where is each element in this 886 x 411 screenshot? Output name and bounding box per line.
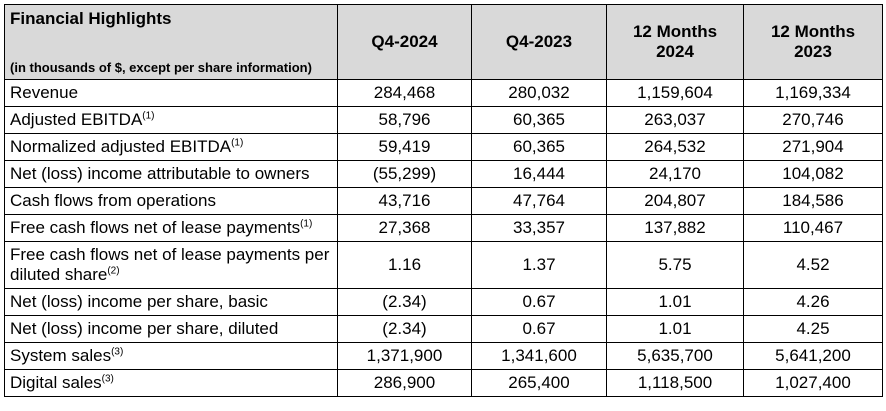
financial-highlights-table: [4, 4, 883, 397]
row-label: Net (loss) income attributable to owners: [10, 164, 310, 183]
value-cell: 47,764: [472, 188, 607, 215]
row-label: System sales: [10, 346, 112, 365]
value-cell: 1,118,500: [607, 370, 744, 397]
table-row: [5, 107, 883, 134]
table-row: [5, 134, 883, 161]
column-header-12m-2023: 12 Months 2023: [744, 5, 883, 80]
value-cell: 137,882: [607, 215, 744, 242]
value-cell: 1.01: [607, 316, 744, 343]
value-cell: 1,159,604: [607, 80, 744, 107]
row-label-cell: [5, 289, 338, 316]
value-cell: 24,170: [607, 161, 744, 188]
column-header-q4-2023: Q4-2023: [472, 5, 607, 80]
row-label-cell: [5, 343, 338, 370]
value-cell: 264,532: [607, 134, 744, 161]
value-cell: 60,365: [472, 134, 607, 161]
value-cell: 0.67: [472, 316, 607, 343]
value-cell: 4.25: [744, 316, 883, 343]
value-cell: 271,904: [744, 134, 883, 161]
row-label: Revenue: [10, 83, 79, 102]
table-row: [5, 316, 883, 343]
column-header-q4-2024: Q4-2024: [338, 5, 472, 80]
row-label: Free cash flows net of lease payments per diluted share: [10, 245, 330, 284]
table-row: [5, 80, 883, 107]
value-cell: 5.75: [607, 242, 744, 289]
value-cell: 1,027,400: [744, 370, 883, 397]
value-cell: 184,586: [744, 188, 883, 215]
value-cell: 280,032: [472, 80, 607, 107]
value-cell: 110,467: [744, 215, 883, 242]
value-cell: 286,900: [338, 370, 472, 397]
row-label-cell: [5, 370, 338, 397]
value-cell: 1,371,900: [338, 343, 472, 370]
value-cell: 4.26: [744, 289, 883, 316]
value-cell: 33,357: [472, 215, 607, 242]
row-label: Digital sales: [10, 373, 102, 392]
row-label-cell: [5, 215, 338, 242]
table-title-cell: [5, 5, 338, 80]
value-cell: 1.01: [607, 289, 744, 316]
row-label: Normalized adjusted EBITDA: [10, 137, 232, 156]
row-label-cell: [5, 134, 338, 161]
table-row: [5, 215, 883, 242]
row-label: Adjusted EBITDA: [10, 110, 143, 129]
row-label: Net (loss) income per share, diluted: [10, 319, 279, 338]
value-cell: 204,807: [607, 188, 744, 215]
table-subtitle: (in thousands of $, except per share information): [10, 60, 312, 75]
footnote-marker: (3): [101, 373, 114, 385]
value-cell: (2.34): [338, 316, 472, 343]
value-cell: 1.37: [472, 242, 607, 289]
value-cell: (55,299): [338, 161, 472, 188]
row-label-cell: [5, 188, 338, 215]
value-cell: 4.52: [744, 242, 883, 289]
row-label-cell: [5, 107, 338, 134]
row-label-cell: [5, 161, 338, 188]
value-cell: 59,419: [338, 134, 472, 161]
table-row: [5, 161, 883, 188]
value-cell: 270,746: [744, 107, 883, 134]
value-cell: 5,635,700: [607, 343, 744, 370]
value-cell: 5,641,200: [744, 343, 883, 370]
value-cell: 265,400: [472, 370, 607, 397]
row-label-cell: [5, 80, 338, 107]
table-row: [5, 188, 883, 215]
table-row: [5, 370, 883, 397]
value-cell: 1.16: [338, 242, 472, 289]
row-label: Net (loss) income per share, basic: [10, 292, 268, 311]
row-label-cell: [5, 316, 338, 343]
value-cell: 284,468: [338, 80, 472, 107]
value-cell: 263,037: [607, 107, 744, 134]
row-label-cell: [5, 242, 338, 289]
footnote-marker: (2): [107, 265, 120, 277]
value-cell: 58,796: [338, 107, 472, 134]
table-row: [5, 242, 883, 289]
value-cell: 43,716: [338, 188, 472, 215]
value-cell: 1,169,334: [744, 80, 883, 107]
value-cell: 27,368: [338, 215, 472, 242]
footnote-marker: (1): [300, 218, 313, 230]
value-cell: 1,341,600: [472, 343, 607, 370]
row-label: Cash flows from operations: [10, 191, 216, 210]
value-cell: 0.67: [472, 289, 607, 316]
footnote-marker: (3): [111, 346, 124, 358]
value-cell: 104,082: [744, 161, 883, 188]
value-cell: 60,365: [472, 107, 607, 134]
table-title: Financial Highlights: [10, 9, 172, 28]
header-row: [5, 5, 883, 80]
column-header-12m-2024: 12 Months 2024: [607, 5, 744, 80]
footnote-marker: (1): [231, 137, 244, 149]
footnote-marker: (1): [142, 110, 155, 122]
table-row: [5, 289, 883, 316]
value-cell: (2.34): [338, 289, 472, 316]
value-cell: 16,444: [472, 161, 607, 188]
row-label: Free cash flows net of lease payments: [10, 218, 301, 237]
table-row: [5, 343, 883, 370]
